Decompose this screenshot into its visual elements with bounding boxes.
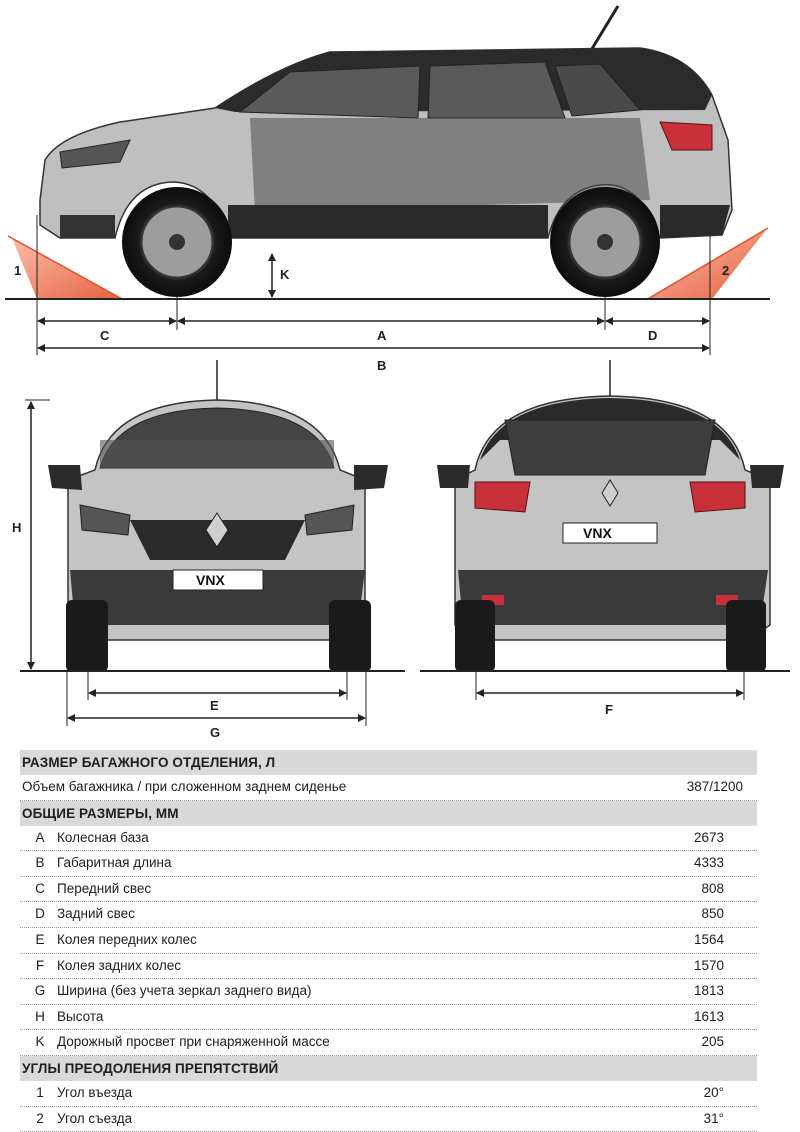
row-value: 2673 bbox=[693, 829, 724, 845]
table-row bbox=[20, 1005, 757, 1031]
side-view-car bbox=[40, 6, 732, 297]
row-code: C bbox=[35, 880, 45, 896]
row-code: A bbox=[35, 829, 45, 845]
row-code: D bbox=[35, 906, 45, 922]
row-value: 1564 bbox=[693, 931, 724, 947]
table-row bbox=[20, 851, 757, 877]
row-code: F bbox=[35, 957, 45, 973]
row-value: 1813 bbox=[693, 983, 724, 999]
dim-label-C: C bbox=[100, 328, 110, 343]
row-code: 1 bbox=[36, 1084, 44, 1100]
angle-label-1: 1 bbox=[14, 263, 22, 278]
row-code: E bbox=[35, 931, 45, 947]
row-name: Угол въезда bbox=[57, 1084, 133, 1100]
front-plate-text: VNX bbox=[196, 572, 225, 588]
row-name: Колесная база bbox=[57, 829, 149, 845]
row-name: Габаритная длина bbox=[57, 855, 172, 871]
row-code: K bbox=[35, 1034, 45, 1050]
table-row bbox=[20, 1030, 757, 1056]
angle-label-2: 2 bbox=[722, 263, 730, 278]
row-value: 205 bbox=[701, 1034, 724, 1050]
front-view-car bbox=[48, 360, 388, 672]
row-value: 1570 bbox=[693, 957, 724, 973]
dim-label-D: D bbox=[648, 328, 658, 343]
rear-view-car bbox=[437, 360, 784, 672]
dim-label-B: B bbox=[377, 358, 387, 373]
dim-label-A: A bbox=[377, 328, 387, 343]
row-value: 31° bbox=[703, 1110, 724, 1126]
row-name: Задний свес bbox=[57, 906, 135, 922]
spec-table bbox=[20, 750, 757, 1132]
dim-label-E: E bbox=[210, 698, 219, 713]
dimensions-section-heading: ОБЩИЕ РАЗМЕРЫ, ММ bbox=[20, 801, 757, 826]
table-row bbox=[20, 902, 757, 928]
table-row bbox=[20, 775, 757, 801]
row-value: 850 bbox=[701, 906, 724, 922]
table-row bbox=[20, 1081, 757, 1107]
dim-label-F: F bbox=[605, 702, 613, 717]
row-name: Колея задних колес bbox=[57, 957, 181, 973]
row-name: Угол съезда bbox=[57, 1110, 133, 1126]
row-name: Ширина (без учета зеркал заднего вида) bbox=[57, 983, 312, 999]
row-code: H bbox=[35, 1008, 45, 1024]
dim-label-G: G bbox=[210, 725, 221, 740]
row-name: Дорожный просвет при снаряженной массе bbox=[57, 1034, 330, 1050]
row-value: 387/1200 bbox=[686, 779, 743, 794]
row-name: Колея передних колес bbox=[57, 931, 197, 947]
row-code: B bbox=[35, 855, 45, 871]
trunk-section-heading: РАЗМЕР БАГАЖНОГО ОТДЕЛЕНИЯ, Л bbox=[20, 750, 757, 775]
dim-label-H: H bbox=[12, 520, 22, 535]
dim-label-K: K bbox=[280, 267, 290, 282]
row-value: 808 bbox=[701, 880, 724, 896]
row-value: 20° bbox=[703, 1084, 724, 1100]
row-code: 2 bbox=[36, 1110, 44, 1126]
row-name: Высота bbox=[57, 1008, 104, 1024]
table-row bbox=[20, 1107, 757, 1132]
table-row bbox=[20, 979, 757, 1005]
table-row bbox=[20, 826, 757, 852]
table-row bbox=[20, 877, 757, 903]
row-name: Объем багажника / при сложенном заднем сиденье bbox=[22, 779, 347, 794]
row-name: Передний свес bbox=[57, 880, 152, 896]
rear-plate-text: VNX bbox=[583, 525, 612, 541]
row-value: 4333 bbox=[693, 855, 724, 871]
row-value: 1613 bbox=[693, 1008, 724, 1024]
angles-section-heading: УГЛЫ ПРЕОДОЛЕНИЯ ПРЕПЯТСТВИЙ bbox=[20, 1056, 757, 1081]
table-row bbox=[20, 954, 757, 980]
row-code: G bbox=[34, 983, 46, 999]
table-row bbox=[20, 928, 757, 954]
